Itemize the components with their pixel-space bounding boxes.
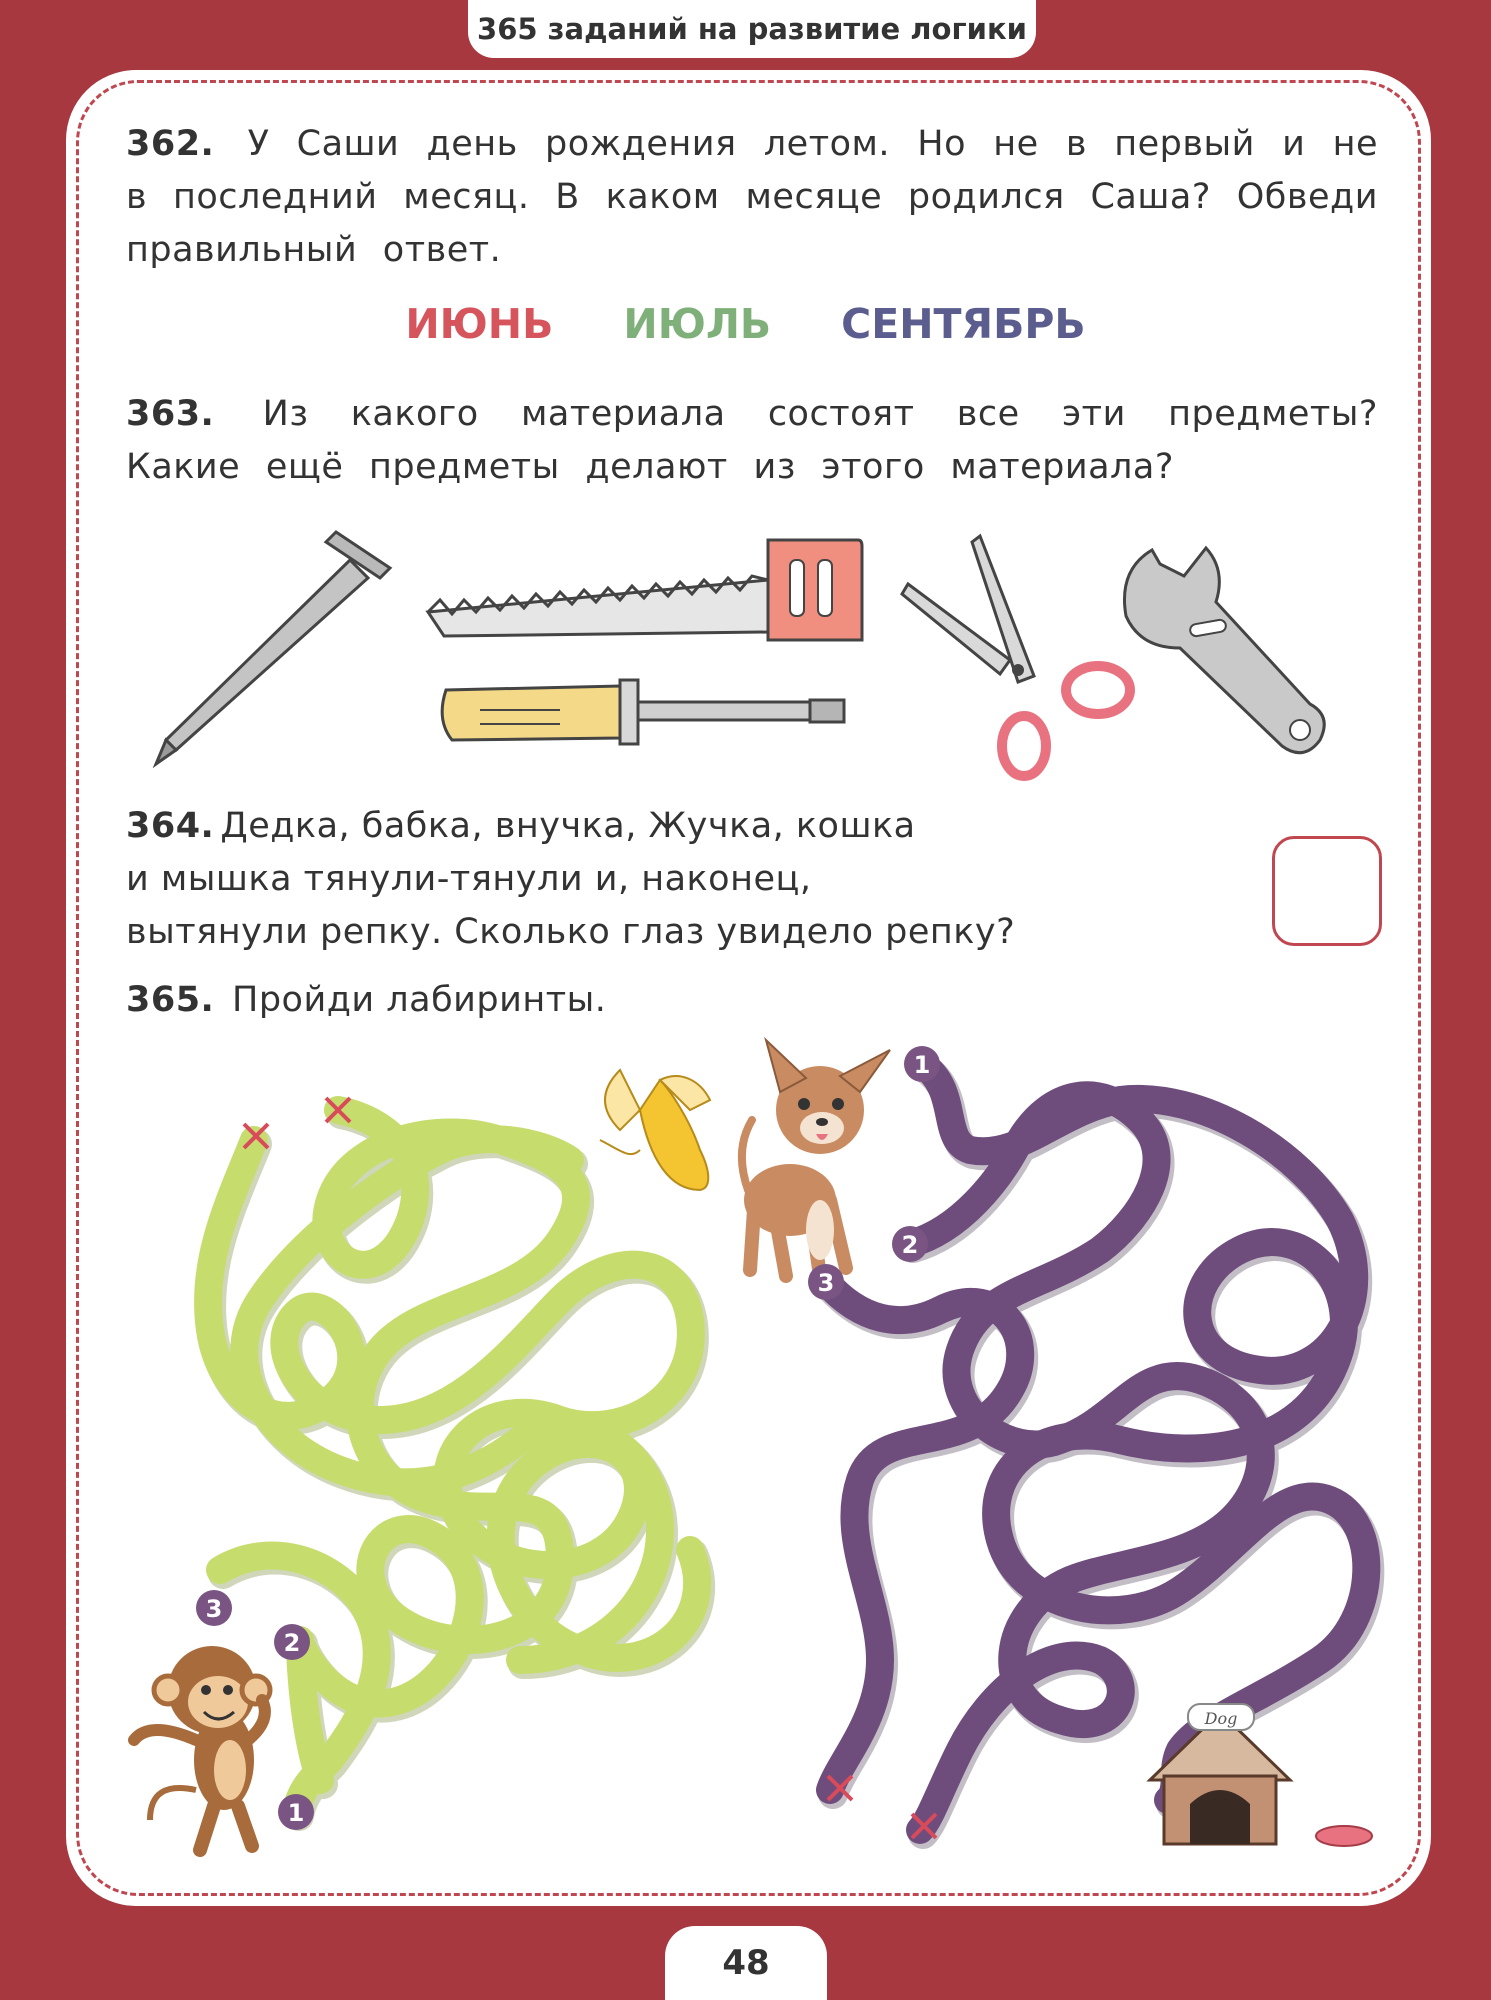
task-text-line-1: Дедка, бабка, внучка, Жучка, кошка [220, 806, 916, 846]
task-text: У Саши день рождения летом. Но не в первый и не в последний месяц. В каком месяце родился Саша? Обведи правильный ответ. [126, 124, 1378, 270]
svg-text:2: 2 [283, 1629, 301, 1657]
monkey-icon [134, 1646, 270, 1850]
saw-icon [428, 540, 862, 640]
svg-text:3: 3 [817, 1269, 835, 1297]
task-number: 363. [126, 394, 215, 434]
task-text-line-2: и мышка тянули-тянули и, наконец, [126, 859, 812, 899]
doghouse-icon [1150, 1704, 1372, 1846]
maze-right-marker-3 [808, 1264, 844, 1300]
doghouse-sign: Dog [1204, 1709, 1238, 1728]
answer-options [0, 300, 1491, 348]
scissors-icon [902, 536, 1130, 776]
task-365 [126, 974, 1378, 1027]
page-number: 48 [665, 1926, 827, 2000]
svg-text:1: 1 [913, 1051, 931, 1079]
task-number: 364. [126, 806, 215, 846]
banana-icon [600, 1070, 710, 1190]
wrench-icon [1124, 548, 1324, 753]
task-text: Из какого материала состоят все эти предметы? Какие ещё предметы делают из этого материала? [126, 394, 1378, 487]
tools-illustration [0, 520, 1491, 790]
maze-left-marker-1 [278, 1794, 314, 1830]
answer-june[interactable]: ИЮНЬ [405, 300, 554, 348]
maze-left [205, 1110, 700, 1816]
screwdriver-icon [442, 680, 844, 744]
task-number: 365. [126, 980, 215, 1020]
task-364 [126, 800, 1126, 959]
maze-right [826, 1064, 1369, 1834]
mazes-illustration [0, 1030, 1491, 1900]
task-text-line-3: вытянули репку. Сколько глаз увидело репку? [126, 912, 1016, 952]
nail-icon [156, 532, 390, 764]
svg-text:3: 3 [205, 1595, 223, 1623]
answer-september[interactable]: СЕНТЯБРЬ [841, 300, 1086, 348]
answer-box[interactable] [1272, 836, 1382, 946]
task-363 [126, 388, 1378, 494]
maze-left-marker-2 [274, 1624, 310, 1660]
maze-right-marker-2 [892, 1226, 928, 1262]
svg-text:1: 1 [287, 1799, 305, 1827]
dog-icon [742, 1040, 890, 1276]
svg-text:2: 2 [901, 1231, 919, 1259]
task-number: 362. [126, 124, 215, 164]
maze-right-marker-1 [904, 1046, 940, 1082]
task-text: Пройди лабиринты. [232, 980, 607, 1020]
task-362 [126, 118, 1378, 277]
answer-july[interactable]: ИЮЛЬ [623, 300, 772, 348]
book-title: 365 заданий на развитие логики [468, 0, 1036, 58]
maze-left-marker-3 [196, 1590, 232, 1626]
